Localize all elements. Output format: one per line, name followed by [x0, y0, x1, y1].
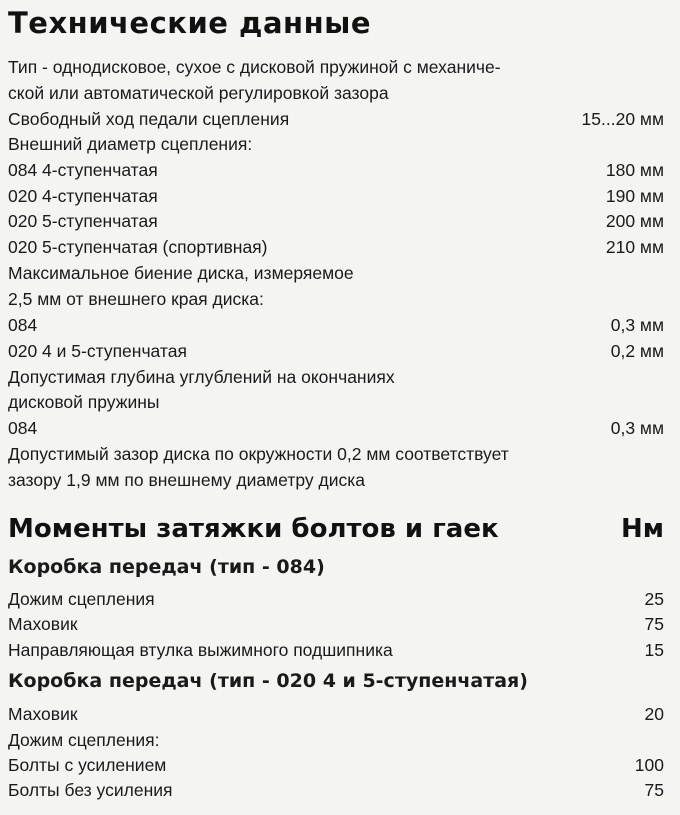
outer-diameter-label: Внешний диаметр сцепления:: [8, 134, 253, 154]
runout-row: [8, 312, 664, 338]
diameter-value: 190 мм: [605, 186, 664, 206]
torque-label: Дожим сцепления: [8, 589, 155, 609]
diameter-value: 210 мм: [605, 237, 664, 257]
torque-value: 75: [644, 780, 664, 800]
torque-value: 15: [644, 640, 664, 660]
torque-row: [8, 777, 664, 803]
diameter-value: 180 мм: [605, 160, 664, 180]
depth-text-line1: Допустимая глубина углублений на окончаниях: [8, 367, 395, 387]
torque-unit: Нм: [620, 514, 664, 544]
depth-label: 084: [8, 418, 38, 438]
freeplay-row: [8, 106, 664, 132]
runout-label: 084: [8, 315, 38, 335]
torque-value: 25: [644, 589, 664, 609]
type-text-line1: Тип - однодисковое, сухое с дисковой пружиной с механиче-: [8, 57, 501, 77]
runout-text-line1: Максимальное биение диска, измеряемое: [8, 263, 354, 283]
diameter-value: 200 мм: [605, 211, 664, 231]
diameter-row: [8, 234, 664, 260]
runout-text-line2: 2,5 мм от внешнего края диска:: [8, 289, 264, 309]
diameter-row: [8, 208, 664, 234]
depth-row: [8, 415, 664, 441]
torque-label: Направляющая втулка выжимного подшипника: [8, 640, 393, 660]
diameter-row: [8, 157, 664, 183]
gap-text-line1: Допустимый зазор диска по окружности 0,2 мм соответствует: [8, 444, 509, 464]
torque-label: Болты без усиления: [8, 780, 173, 800]
torque-label: Болты с усилением: [8, 755, 167, 775]
runout-value: 0,2 мм: [610, 341, 664, 361]
torque-label: Маховик: [8, 614, 78, 634]
torque-value: 100: [634, 755, 664, 775]
runout-value: 0,3 мм: [610, 315, 664, 335]
diameter-label: 020 4-ступенчатая: [8, 186, 158, 206]
torque-row: [8, 637, 664, 663]
diameter-label: 020 5-ступенчатая (спортивная): [8, 237, 268, 257]
type-text-line2: ской или автоматической регулировкой зазора: [8, 83, 389, 103]
section1-title: Коробка передач (тип - 084): [8, 556, 325, 578]
page-title: Технические данные: [8, 6, 372, 40]
torque-value: 75: [644, 614, 664, 634]
pressure-label: Дожим сцепления:: [8, 730, 160, 750]
depth-value: 0,3 мм: [610, 418, 664, 438]
freeplay-label: Свободный ход педали сцепления: [8, 109, 290, 129]
depth-text-line2: дисковой пружины: [8, 392, 160, 412]
diameter-label: 084 4-ступенчатая: [8, 160, 158, 180]
torque-row: [8, 701, 664, 727]
freeplay-value: 15...20 мм: [581, 109, 664, 129]
diameter-label: 020 5-ступенчатая: [8, 211, 158, 231]
torque-row: [8, 752, 664, 778]
torque-value: 20: [644, 704, 664, 724]
torque-row: [8, 611, 664, 637]
gap-text-line2: зазору 1,9 мм по внешнему диаметру диска: [8, 470, 365, 490]
torque-label: Маховик: [8, 704, 78, 724]
diameter-row: [8, 183, 664, 209]
torque-title: Моменты затяжки болтов и гаек: [8, 514, 499, 544]
runout-label: 020 4 и 5-ступенчатая: [8, 341, 187, 361]
runout-row: [8, 338, 664, 364]
section2-title: Коробка передач (тип - 020 4 и 5-ступенчатая): [8, 670, 528, 692]
torque-row: [8, 586, 664, 612]
torque-heading: [8, 514, 664, 544]
